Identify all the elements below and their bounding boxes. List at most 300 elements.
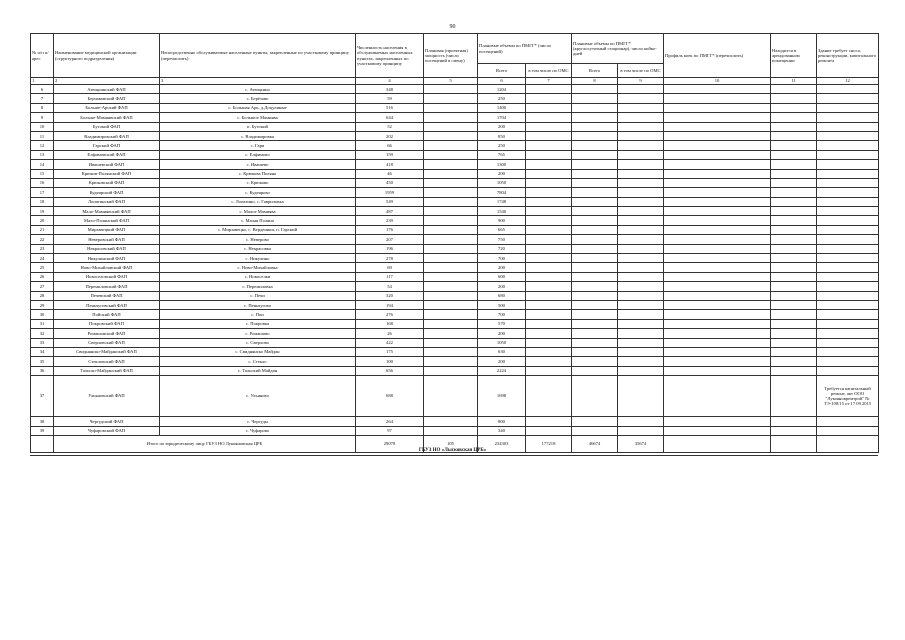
row-profile — [664, 282, 771, 291]
row-beddays-total — [572, 319, 618, 328]
row-capacity — [424, 357, 478, 366]
row-population: 418 — [356, 160, 424, 169]
row-population: 644 — [356, 113, 424, 122]
row-rent — [771, 357, 817, 366]
row-profile — [664, 338, 771, 347]
row-repair — [817, 169, 879, 178]
table-row — [31, 207, 879, 216]
table-row — [31, 197, 879, 206]
row-beddays-oms — [618, 169, 664, 178]
row-capacity — [424, 178, 478, 187]
row-number: 28 — [31, 291, 54, 300]
row-number: 17 — [31, 188, 54, 197]
row-beddays-total — [572, 188, 618, 197]
row-repair — [817, 113, 879, 122]
row-population: 196 — [356, 244, 424, 253]
table-row — [31, 263, 879, 272]
row-capacity — [424, 113, 478, 122]
row-population: 656 — [356, 366, 424, 375]
row-number: 15 — [31, 169, 54, 178]
header-org: Наименование медицинской организации (структурного подразделения) — [54, 34, 160, 78]
row-beddays-oms — [618, 131, 664, 140]
row-population: 176 — [356, 225, 424, 234]
table-row — [31, 417, 879, 426]
row-repair — [817, 366, 879, 375]
row-number: 35 — [31, 357, 54, 366]
row-org-name: Ромашовский ФАП — [54, 329, 160, 338]
row-repair — [817, 282, 879, 291]
row-profile — [664, 263, 771, 272]
row-visits-oms — [526, 272, 572, 281]
row-org-name: Пойский ФАП — [54, 310, 160, 319]
row-visits-total: 800 — [478, 417, 526, 426]
row-population: 52 — [356, 122, 424, 131]
header-row — [31, 34, 879, 64]
row-profile — [664, 113, 771, 122]
row-beddays-oms — [618, 366, 664, 375]
row-visits-oms — [526, 188, 572, 197]
row-repair — [817, 310, 879, 319]
table-row — [31, 188, 879, 197]
row-org-name: Некрасовский ФАП — [54, 244, 160, 253]
row-beddays-oms — [618, 188, 664, 197]
row-beddays-oms — [618, 319, 664, 328]
row-population: 159 — [356, 150, 424, 159]
row-org-name: Неверовский ФАП — [54, 235, 160, 244]
row-visits-oms — [526, 282, 572, 291]
row-org-name: Елфимовский ФАП — [54, 150, 160, 159]
row-repair — [817, 188, 879, 197]
row-beddays-oms — [618, 417, 664, 426]
row-number: 27 — [31, 282, 54, 291]
row-org-name: Лопатинский ФАП — [54, 197, 160, 206]
page-number: 90 — [449, 24, 456, 30]
row-capacity — [424, 216, 478, 225]
row-beddays-oms — [618, 357, 664, 366]
row-visits-total: 200 — [478, 282, 526, 291]
row-population: 46 — [356, 169, 424, 178]
row-capacity — [424, 263, 478, 272]
table-row — [31, 244, 879, 253]
table-row — [31, 141, 879, 150]
row-rent — [771, 329, 817, 338]
row-profile — [664, 188, 771, 197]
total-capacity: 105 — [424, 435, 478, 452]
table-row — [31, 366, 879, 375]
row-beddays-oms — [618, 103, 664, 112]
row-rent — [771, 272, 817, 281]
row-visits-oms — [526, 131, 572, 140]
row-repair — [817, 225, 879, 234]
row-places: с. Атюцкино — [160, 85, 356, 94]
row-number: 14 — [31, 160, 54, 169]
row-capacity — [424, 319, 478, 328]
row-population: 239 — [356, 216, 424, 225]
row-org-name: Мало-Полянский ФАП — [54, 216, 160, 225]
row-capacity — [424, 417, 478, 426]
row-visits-total: 1300 — [478, 160, 526, 169]
row-visits-total: 7804 — [478, 188, 526, 197]
row-beddays-total — [572, 300, 618, 309]
row-capacity — [424, 272, 478, 281]
row-rent — [771, 376, 817, 417]
col-number: 4 — [356, 78, 424, 85]
row-beddays-oms — [618, 197, 664, 206]
row-rent — [771, 338, 817, 347]
row-population: 207 — [356, 235, 424, 244]
row-number: 25 — [31, 263, 54, 272]
header-profile: Профиль коек по ПМГГ* (перечислить) — [664, 34, 771, 78]
row-number: 30 — [31, 310, 54, 319]
table-row — [31, 329, 879, 338]
row-beddays-oms — [618, 94, 664, 103]
table-row — [31, 319, 879, 328]
row-beddays-total — [572, 216, 618, 225]
row-profile — [664, 85, 771, 94]
facilities-table — [30, 33, 879, 453]
row-population: 264 — [356, 417, 424, 426]
row-beddays-oms — [618, 272, 664, 281]
row-population: 69 — [356, 263, 424, 272]
row-repair — [817, 272, 879, 281]
header-beddays-total: Всего — [572, 64, 618, 78]
row-places: с. Берёзово — [160, 94, 356, 103]
row-beddays-total — [572, 178, 618, 187]
row-repair — [817, 94, 879, 103]
row-rent — [771, 417, 817, 426]
row-org-name: Покровский ФАП — [54, 319, 160, 328]
total-label: Итого по юридическому лицу ГБУЗ НО Лукояновская ЦРБ — [54, 435, 356, 452]
row-profile — [664, 235, 771, 244]
row-visits-total: 200 — [478, 329, 526, 338]
row-visits-total: 200 — [478, 122, 526, 131]
row-number: 12 — [31, 141, 54, 150]
row-capacity — [424, 85, 478, 94]
row-repair — [817, 338, 879, 347]
row-number: 13 — [31, 150, 54, 159]
row-visits-total: 340 — [478, 426, 526, 435]
row-places: с. Перемиловка — [160, 282, 356, 291]
row-population: 487 — [356, 207, 424, 216]
row-profile — [664, 225, 771, 234]
row-org-name: Никулинский ФАП — [54, 254, 160, 263]
row-number: 38 — [31, 417, 54, 426]
row-population: 688 — [356, 376, 424, 417]
row-repair — [817, 291, 879, 300]
row-visits-oms — [526, 235, 572, 244]
row-beddays-total — [572, 150, 618, 159]
row-profile — [664, 291, 771, 300]
row-number: 24 — [31, 254, 54, 263]
row-repair — [817, 244, 879, 253]
row-beddays-total — [572, 310, 618, 319]
row-org-name: Перемиловский ФАП — [54, 282, 160, 291]
row-beddays-total — [572, 417, 618, 426]
row-rent — [771, 178, 817, 187]
row-profile — [664, 347, 771, 356]
row-visits-total: 630 — [478, 347, 526, 356]
row-profile — [664, 207, 771, 216]
row-org-name: Крюков-Полянский ФАП — [54, 169, 160, 178]
header-visits: Плановые объемы по ПМГГ* (число посещений) — [478, 34, 572, 64]
col-number: 7 — [526, 78, 572, 85]
footer-title: ГБУЗ НО «Лысковская ЦРБ» — [418, 448, 487, 453]
row-beddays-oms — [618, 338, 664, 347]
row-visits-oms — [526, 263, 572, 272]
row-capacity — [424, 207, 478, 216]
col-number: 11 — [771, 78, 817, 85]
row-places: с. Ульяново — [160, 376, 356, 417]
row-rent — [771, 160, 817, 169]
row-capacity — [424, 329, 478, 338]
row-population: 97 — [356, 426, 424, 435]
row-visits-total: 200 — [478, 169, 526, 178]
row-beddays-total — [572, 207, 618, 216]
row-population: 320 — [356, 291, 424, 300]
row-places: с. Никулино — [160, 254, 356, 263]
row-org-name: Печевский ФАП — [54, 291, 160, 300]
row-repair — [817, 207, 879, 216]
row-profile — [664, 357, 771, 366]
row-org-name: Пеньчуговский ФАП — [54, 300, 160, 309]
row-capacity — [424, 426, 478, 435]
row-beddays-oms — [618, 282, 664, 291]
row-beddays-total — [572, 197, 618, 206]
row-rent — [771, 282, 817, 291]
row-capacity — [424, 122, 478, 131]
row-rent — [771, 291, 817, 300]
row-beddays-oms — [618, 244, 664, 253]
row-beddays-total — [572, 160, 618, 169]
row-visits-oms — [526, 338, 572, 347]
row-places: с. Малая Поляна — [160, 216, 356, 225]
row-visits-total: 250 — [478, 94, 526, 103]
row-repair — [817, 160, 879, 169]
row-population: 54 — [356, 282, 424, 291]
row-repair — [817, 150, 879, 159]
row-org-name: Крюковский ФАП — [54, 178, 160, 187]
row-population: 66 — [356, 141, 424, 150]
row-capacity — [424, 366, 478, 375]
row-number: 9 — [31, 113, 54, 122]
row-visits-oms — [526, 160, 572, 169]
row-org-name: Мирзавецкий ФАП — [54, 225, 160, 234]
row-visits-oms — [526, 366, 572, 375]
header-places: Непосредственно обслуживаемые населенные пункты, закрепленные по участковому принципу (перечислить) — [160, 34, 356, 78]
table-row — [31, 225, 879, 234]
row-visits-total: 600 — [478, 272, 526, 281]
row-population: 168 — [356, 319, 424, 328]
row-places: с. Кудеярово — [160, 188, 356, 197]
row-repair — [817, 235, 879, 244]
row-number: 31 — [31, 319, 54, 328]
row-repair-note: Требуется капитальный ремонт, акт ООО "Лукояновремтрой" № ТЭ-108/15 от 17.09.2015 — [817, 376, 879, 417]
row-visits-total: 1704 — [478, 113, 526, 122]
row-profile — [664, 366, 771, 375]
row-beddays-oms — [618, 113, 664, 122]
row-visits-total: 665 — [478, 225, 526, 234]
row-beddays-oms — [618, 254, 664, 263]
row-places: с. Елфимово — [160, 150, 356, 159]
row-visits-oms — [526, 178, 572, 187]
row-profile — [664, 254, 771, 263]
row-beddays-oms — [618, 225, 664, 234]
row-profile — [664, 272, 771, 281]
row-places: с. Свиднянско Майдан — [160, 347, 356, 356]
row-places: с. Малое Мамиява — [160, 207, 356, 216]
row-population: 422 — [356, 338, 424, 347]
row-beddays-total — [572, 272, 618, 281]
row-profile — [664, 178, 771, 187]
row-places: с. Ново-Михайловка — [160, 263, 356, 272]
row-capacity — [424, 347, 478, 356]
row-profile — [664, 197, 771, 206]
header-capacity: Плановая (проектная) мощность (число посещений в смену) — [424, 34, 478, 78]
row-profile — [664, 94, 771, 103]
row-places: с. Покровка — [160, 319, 356, 328]
row-places: с. Печи — [160, 291, 356, 300]
table-row — [31, 160, 879, 169]
row-rent — [771, 113, 817, 122]
row-places: с. Чергуды — [160, 417, 356, 426]
row-visits-oms — [526, 94, 572, 103]
row-repair — [817, 85, 879, 94]
row-beddays-total — [572, 366, 618, 375]
row-beddays-total — [572, 225, 618, 234]
row-org-name: Кудеярский ФАП — [54, 188, 160, 197]
header-beddays: Плановые объемы по ПМГГ* (круглосуточный стационар), число койко-дней — [572, 34, 664, 64]
row-capacity — [424, 94, 478, 103]
row-rent — [771, 103, 817, 112]
row-profile — [664, 103, 771, 112]
row-org-name: Бутокий ФАП — [54, 122, 160, 131]
row-population: 100 — [356, 357, 424, 366]
row-beddays-oms — [618, 263, 664, 272]
row-visits-oms — [526, 197, 572, 206]
table-row — [31, 178, 879, 187]
row-beddays-oms — [618, 160, 664, 169]
col-number: 12 — [817, 78, 879, 85]
header-repair: Здание требует сноса, реконструкции, капитального ремонта — [817, 34, 879, 78]
total-visits-oms: 177218 — [526, 435, 572, 452]
row-places: с. Некрасовка — [160, 244, 356, 253]
table-row — [31, 94, 879, 103]
row-repair — [817, 329, 879, 338]
row-org-name: Больше-Мамиявский ФАП — [54, 113, 160, 122]
row-repair — [817, 141, 879, 150]
row-capacity — [424, 169, 478, 178]
row-visits-total: 1204 — [478, 85, 526, 94]
table-body-after — [31, 417, 879, 436]
row-visits-oms — [526, 244, 572, 253]
row-visits-oms — [526, 122, 572, 131]
row-beddays-total — [572, 376, 618, 417]
row-visits-oms — [526, 310, 572, 319]
row-visits-oms — [526, 376, 572, 417]
row-number: 6 — [31, 85, 54, 94]
col-number: 6 — [478, 78, 526, 85]
row-population: 276 — [356, 310, 424, 319]
row-repair — [817, 319, 879, 328]
row-beddays-total — [572, 169, 618, 178]
table-row — [31, 254, 879, 263]
table-row — [31, 282, 879, 291]
row-rent — [771, 263, 817, 272]
row-population: 278 — [356, 254, 424, 263]
row-places: с. Большое Мамиява — [160, 113, 356, 122]
row-number: 8 — [31, 103, 54, 112]
row-visits-total: 680 — [478, 291, 526, 300]
row-places: с. Неверово — [160, 235, 356, 244]
table-row — [31, 338, 879, 347]
row-org-name: Гарский ФАП — [54, 141, 160, 150]
row-number: 23 — [31, 244, 54, 253]
row-population: 26 — [356, 329, 424, 338]
row-places: с. Ромашово — [160, 329, 356, 338]
row-beddays-total — [572, 122, 618, 131]
row-repair — [817, 178, 879, 187]
row-repair — [817, 263, 879, 272]
row-places: с. Тальский Майдан — [160, 366, 356, 375]
table-row — [31, 169, 879, 178]
table-row — [31, 291, 879, 300]
row-visits-total: 900 — [478, 216, 526, 225]
table-row — [31, 235, 879, 244]
row-visits-total: 250 — [478, 141, 526, 150]
row-population: 194 — [356, 300, 424, 309]
row-rent — [771, 188, 817, 197]
row-visits-oms — [526, 319, 572, 328]
row-number: 21 — [31, 225, 54, 234]
row-beddays-total — [572, 244, 618, 253]
row-population: 516 — [356, 103, 424, 112]
row-rent — [771, 426, 817, 435]
row-places: с. Лопатино, с. Гавриловка — [160, 197, 356, 206]
row-visits-total: 1050 — [478, 338, 526, 347]
table-body — [31, 85, 879, 376]
header-num: № п/п п/арес — [31, 34, 54, 78]
row-org-name: Ново-Михайловский ФАП — [54, 263, 160, 272]
row-repair — [817, 417, 879, 426]
row-rent — [771, 150, 817, 159]
row-beddays-oms — [618, 291, 664, 300]
row-places: с. Сверлово — [160, 338, 356, 347]
col-number: 3 — [160, 78, 356, 85]
row-number: 26 — [31, 272, 54, 281]
header-rent: Находится в арендованном помещении — [771, 34, 817, 78]
row-number: 29 — [31, 300, 54, 309]
row-rent — [771, 94, 817, 103]
row-beddays-total — [572, 338, 618, 347]
row-beddays-total — [572, 347, 618, 356]
row-capacity — [424, 254, 478, 263]
row-org-name: Атюцкинский ФАП — [54, 85, 160, 94]
row-rent — [771, 310, 817, 319]
row-number: 19 — [31, 207, 54, 216]
row-org-name: Чергудский ФАП — [54, 417, 160, 426]
row-rent — [771, 319, 817, 328]
row-visits-total: 200 — [478, 263, 526, 272]
row-number: 16 — [31, 178, 54, 187]
row-beddays-oms — [618, 178, 664, 187]
row-visits-total: 1050 — [478, 178, 526, 187]
table-row — [31, 426, 879, 435]
row-repair — [817, 426, 879, 435]
row-capacity — [424, 282, 478, 291]
row-org-name: Владимировский ФАП — [54, 131, 160, 140]
row-beddays-total — [572, 113, 618, 122]
row-rent — [771, 347, 817, 356]
